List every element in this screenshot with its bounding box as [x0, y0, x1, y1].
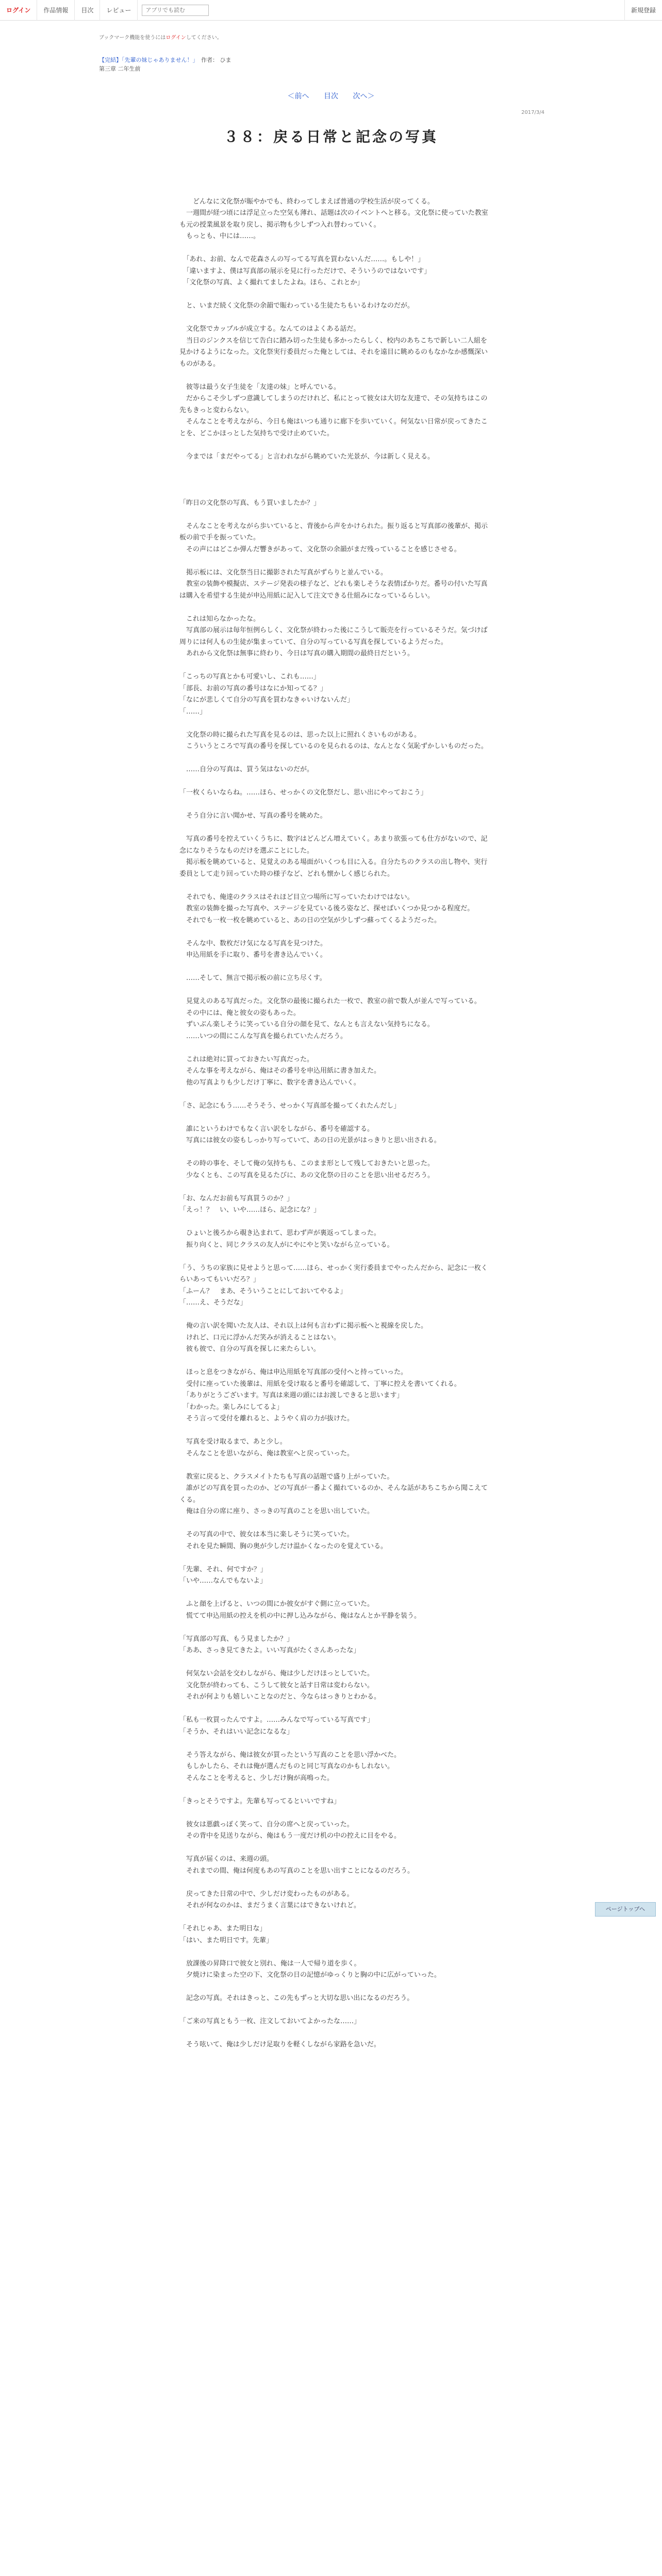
chapter-name: 第三章 二年生前	[99, 65, 141, 72]
top-nav-bar	[0, 0, 662, 21]
novel-meta	[99, 56, 231, 73]
toc-link[interactable]: 目次	[324, 92, 338, 100]
notice-before: ブックマーク機能を使うには	[99, 35, 166, 41]
bookmark-notice	[99, 33, 222, 41]
nav-toc[interactable]: 目次	[75, 0, 100, 21]
notice-after: してください。	[186, 35, 222, 41]
notice-login-link[interactable]: ログイン	[166, 35, 186, 41]
author-name: 作者： ひま	[201, 57, 231, 63]
pager-top	[0, 91, 662, 101]
next-link[interactable]: 次へ＞	[353, 92, 375, 100]
publish-date: 2017/3/4	[521, 110, 544, 115]
nav-work-info[interactable]: 作品情報	[37, 0, 75, 21]
login-link[interactable]: ログイン	[0, 0, 37, 21]
prev-link[interactable]: ＜前へ	[287, 92, 309, 100]
series-title-link[interactable]: 【完結】「先輩の妹じゃありません！」	[99, 57, 195, 63]
page-top-button[interactable]: ページトップへ	[595, 1902, 656, 1917]
episode-body	[179, 184, 489, 2051]
episode-title: ３８：戻る日常と記念の写真	[223, 128, 438, 145]
body-text: どんなに文化祭が賑やかでも、終わってしまえば普通の学校生活が戻ってくる。 一週間が経つ頃には浮足立った空気も薄れ、話題は次のイベントへと移る。文化祭に使っていた教室も元の授業風景を取り戻し、掲示物も少しずつ入れ替わっていく。 もっとも、中には……。 「あれ、お前、なんで花森さんの写ってる写真を買わないんだ……。もしや！」 「違いますよ、僕は写真部の展示を見に行っただけで、そういうのではないです」 「文化祭の写真、よく撮れてましたよね。ほら、これとか」 と、いまだ続く文化祭の余韻で賑わっている生徒たちもいるわけなのだが。 文化祭でカップルが成立する。なんてのはよくある話だ。 当日のジンクスを信じて告白に踏み切った生徒も多かったらしく、校内のあちこちで新しい二人組を見かけるようになった。文化祭実行委員だった俺としては、それを遠目に眺めるのもなかなか感慨深いものがある。 彼等は最う女子生徒を「友達の妹」と呼んでいる。 だからこそ少しずつ意識してしまうのだけれど、私にとって彼女は大切な友達で、その気持ちはこの先もきっと変わらない。 そんなことを考えながら、今日も俺はいつも通りに廊下を歩いていく。何気ない日常が戻ってきたことを、どこかほっとした気持ちで受け止めていた。 今までは「まだやってる」と言われながら眺めていた光景が、今は新しく見える。 「昨日の文化祭の写真、もう買いましたか？」 そんなことを考えながら歩いていると、背後から声をかけられた。振り返ると写真部の後輩が、掲示板の前で手を振っていた。 その声にはどこか弾んだ響きがあって、文化祭の余韻がまだ残っていることを感じさせる。 掲示板には、文化祭当日に撮影された写真がずらりと並んでいる。 教室の装飾や模擬店、ステージ発表の様子など、どれも楽しそうな表情ばかりだ。番号の付いた写真は購入を希望する生徒が申込用紙に記入して注文できる仕組みになっているらしい。 これは知らなかったな。 写真部の展示は毎年恒例らしく、文化祭が終わった後にこうして販売を行っているそうだ。気づけば周りには何人もの生徒が集まっていて、自分の写っている写真を探しているようだった。 あれから文化祭は無事に終わり、今日は写真の購入期間の最終日だという。 「こっちの写真とかも可愛いし、これも……」 「部長、お前の写真の番号はなにか知ってる？」 「なにが悲しくて自分の写真を買わなきゃいけないんだ」 「……」 文化祭の時に撮られた写真を見るのは、思った以上に照れくさいものがある。 こういうところで写真の番号を探しているのを見られるのは、なんとなく気恥ずかしいものだった。 ……自分の写真は、買う気はないのだが。 「一枚くらいならね。……ほら、せっかくの文化祭だし、思い出にやっておこう」 そう自分に言い聞かせ、写真の番号を眺めた。 写真の番号を控えていくうちに、数字はどんどん増えていく。あまり欲張っても仕方がないので、記念になりそうなものだけを選ぶことにした。 掲示板を眺めていると、見覚えのある場面がいくつも目に入る。自分たちのクラスの出し物や、実行委員として走り回っていた時の様子など、どれも懐かしく感じられた。 それでも、俺達のクラスはそれほど目立つ場所に写っていたわけではない。 教室の装飾を撮った写真や、ステージを見ている後ろ姿など、探せばいくつか見つかる程度だ。 それでも一枚一枚を眺めていると、あの日の空気が少しずつ蘇ってくるようだった。 そんな中、数枚だけ気になる写真を見つけた。 申込用紙を手に取り、番号を書き込んでいく。 ……そして、無言で掲示板の前に立ち尽くす。 見覚えのある写真だった。文化祭の最後に撮られた一枚で、教室の前で数人が並んで写っている。 その中には、俺と彼女の姿もあった。 ずいぶん楽しそうに笑っている自分の顔を見て、なんとも言えない気持ちになる。 ……いつの間にこんな写真を撮られていたんだろう。 これは絶対に買っておきたい写真だった。 そんな事を考えながら、俺はその番号を申込用紙に書き加えた。 他の写真よりも少しだけ丁寧に、数字を書き込んでいく。 「さ、記念にもう……そうそう、せっかく写真部を撮ってくれたんだし」 誰にというわけでもなく言い訳をしながら、番号を確認する。 写真には彼女の姿もしっかり写っていて、あの日の光景がはっきりと思い出される。 その時の事を、そして俺の気持ちも、このまま形として残しておきたいと思った。 少なくとも、この写真を見るたびに、あの文化祭の日のことを思い出せるだろう。 「お、なんだお前も写真買うのか？」 「えっ！？ い、いや……ほら、記念にな？」 ひょいと後ろから覗き込まれて、思わず声が裏返ってしまった。 振り向くと、同じクラスの友人がにやにやと笑いながら立っている。 「う、うちの家族に見せようと思って……ほら、せっかく実行委員までやったんだから、記念に一枚くらいあってもいいだろ？」 「ふーん？ まあ、そういうことにしておいてやるよ」 「……え、そうだな」 俺の言い訳を聞いた友人は、それ以上は何も言わずに掲示板へと視線を戻した。 けれど、口元に浮かんだ笑みが消えることはない。 彼も彼で、自分の写真を探しに来たらしい。 ほっと息をつきながら、俺は申込用紙を写真部の受付へと持っていった。 受付に座っていた後輩は、用紙を受け取ると番号を確認して、丁寧に控えを書いてくれる。 「ありがとうございます。写真は来週の頭にはお渡しできると思います」 「わかった。楽しみにしてるよ」 そう言って受付を離れると、ようやく肩の力が抜けた。 写真を受け取るまで、あと少し。 そんなことを思いながら、俺は教室へと戻っていった。 教室に戻ると、クラスメイトたちも写真の話題で盛り上がっていた。 誰がどの写真を買ったのか、どの写真が一番よく撮れているのか、そんな話があちこちから聞こえてくる。 俺は自分の席に座り、さっきの写真のことを思い出していた。 その写真の中で、彼女は本当に楽しそうに笑っていた。 それを見た瞬間、胸の奥が少しだけ温かくなったのを覚えている。 「先輩、それ、何ですか？」 「いや……なんでもないよ」 ふと顔を上げると、いつの間にか彼女がすぐ側に立っていた。 慌てて申込用紙の控えを机の中に押し込みながら、俺はなんとか平静を装う。 「写真部の写真、もう見ましたか？」 「ああ、さっき見てきたよ。いい写真がたくさんあったな」 何気ない会話を交わしながら、俺は少しだけほっとしていた。 文化祭が終わっても、こうして彼女と話す日常は変わらない。 それが何よりも嬉しいことなのだと、今ならはっきりとわかる。 「私も一枚買ったんですよ。……みんなで写っている写真です」 「そうか、それはいい記念になるな」 そう答えながら、俺は彼女が買ったという写真のことを思い浮かべた。 もしかしたら、それは俺が選んだものと同じ写真なのかもしれない。 そんなことを考えると、少しだけ胸が高鳴った。 「きっとそうですよ。先輩も写ってるといいですね」 彼女は悪戯っぽく笑って、自分の席へと戻っていった。 その背中を見送りながら、俺はもう一度だけ机の中の控えに目をやる。 写真が届くのは、来週の頭。 それまでの間、俺は何度もあの写真のことを思い出すことになるのだろう。 戻ってきた日常の中で、少しだけ変わったものがある。 それが何なのかは、まだうまく言葉にはできないけれど。 「それじゃあ、また明日な」 「はい、また明日です。先輩」 放課後の昇降口で彼女と別れ、俺は一人で帰り道を歩く。 夕焼けに染まった空の下、文化祭の日の記憶がゆっくりと胸の中に広がっていった。 記念の写真。それはきっと、この先もずっと大切な思い出になるのだろう。 「ご来の写真ともう一枚、注文しておいてよかったな……」 そう呟いて、俺は少しだけ足取りを軽くしながら家路を急いだ。	[179, 197, 488, 2048]
nav-review[interactable]: レビュー	[100, 0, 138, 21]
register-link[interactable]: 新規登録	[624, 0, 662, 21]
app-read-field[interactable]	[142, 5, 209, 16]
